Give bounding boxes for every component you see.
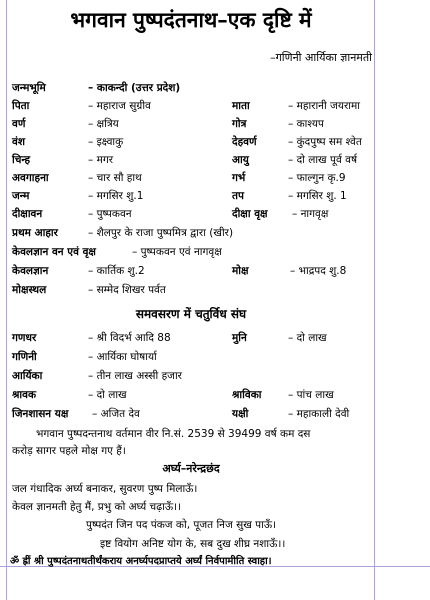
label-mata: माता	[232, 100, 250, 112]
value-tap: – मगसिर शु. 1	[288, 190, 347, 202]
label-shravika: श्राविका	[232, 389, 262, 401]
value-janmabhumi: – काकन्दी (उत्तर प्रदेश)	[88, 82, 181, 94]
label-dikshavan: दीक्षावन	[12, 208, 43, 220]
document-page	[10, 0, 372, 566]
value-janm: – मगसिर शु.1	[88, 190, 144, 202]
value-garbh: – फाल्गुन कृ.9	[288, 172, 346, 184]
value-shravak: – दो लाख	[88, 389, 127, 401]
label-avagahana: अवगाहना	[12, 172, 49, 184]
label-gotra: गोत्र	[232, 118, 247, 130]
value-diksha-vriksh: – नागवृक्ष	[292, 208, 329, 220]
value-gandhar: – श्री विदर्भ आदि 88	[88, 332, 171, 344]
value-pratham-aahar: – शैलपुर के राजा पुष्पमित्र द्वारा (खीर)	[88, 227, 234, 239]
author-line: –गणिनी आर्यिका ज्ञानमती	[270, 51, 372, 64]
verse-line: जल गंधादिक अर्घ्य बनाकर, सुवरण पुष्प मिलाऊँ।	[12, 483, 198, 495]
value-shravika: – पांच लाख	[288, 389, 334, 401]
value-avagahana: – चार सौ हाथ	[88, 172, 142, 184]
verse-line: केवल ज्ञानमती हेतु मैं, प्रभु को अर्घ्य चढ़ाऊँ।।	[12, 501, 182, 513]
label-moksh: मोक्ष	[232, 265, 249, 277]
label-yaksh: जिनशासन यक्ष	[12, 408, 69, 420]
moksha-paragraph-line1: भगवान पुष्पदन्तनाथ वर्तमान वीर नि.सं. 2539 से 39499 वर्ष कम दस	[36, 428, 311, 440]
label-kevalgyan: केवलज्ञान	[12, 265, 49, 277]
label-garbh: गर्भ	[232, 172, 246, 184]
label-vansh: वंश	[12, 136, 25, 148]
label-gandhar: गणधर	[12, 332, 37, 344]
label-ganini: गणिनी	[12, 351, 37, 363]
moksha-paragraph-line2: करोड़ सागर पहले मोक्ष गए हैं।	[12, 445, 126, 457]
verse-line: पुष्पदंत जिन पद पंकज को, पूजत निज सुख पाऊँ।	[86, 519, 277, 531]
value-mokshasthal: – सम्मेद शिखर पर्वत	[88, 284, 166, 296]
label-tap: तप	[232, 190, 244, 202]
label-mokshasthal: मोक्षस्थल	[12, 284, 47, 296]
page-title: भगवान पुष्पदंतनाथ–एक दृष्टि में	[70, 7, 312, 32]
label-muni: मुनि	[232, 332, 247, 344]
value-ganini: – आर्यिका घोषार्या	[88, 351, 157, 363]
label-pita: पिता	[12, 100, 30, 112]
label-dehvarna: देहवर्ण	[232, 136, 257, 148]
label-janmabhumi: जन्मभूमि	[12, 82, 46, 94]
label-kevalgyan-van: केवलज्ञान वन एवं वृक्ष	[12, 246, 96, 258]
label-shravak: श्रावक	[12, 389, 37, 401]
value-kevalgyan: – कार्तिक शु.2	[88, 265, 145, 277]
value-muni: – दो लाख	[288, 332, 327, 344]
value-mata: – महारानी जयरामा	[288, 100, 360, 112]
section-heading-samavasaran: समवसरण में चतुर्विध संघ	[135, 307, 247, 321]
margin-guide-left	[6, 0, 7, 600]
label-diksha-vriksh: दीक्षा वृक्ष	[232, 208, 268, 220]
label-aryika: आर्यिका	[12, 370, 43, 382]
label-yakshi: यक्षी	[232, 408, 249, 420]
mantra-line: ॐ ह्रीं श्री पुष्पदंतनाथतीर्थंकराय अनर्घ्यपदप्राप्तये अर्घ्यं निर्वपामीति स्वाहा।	[10, 556, 272, 567]
margin-guide-right	[374, 0, 375, 600]
value-moksh: – भाद्रपद शु.8	[290, 265, 347, 277]
value-dikshavan: – पुष्पकवन	[88, 208, 132, 220]
label-varna: वर्ण	[12, 118, 26, 130]
value-varna: – क्षत्रिय	[88, 118, 119, 130]
value-yaksh: – अजित देव	[92, 408, 140, 420]
value-aayu: – दो लाख पूर्व वर्ष	[288, 154, 358, 166]
arghya-heading: अर्घ्य–नरेन्द्रछंद	[162, 462, 220, 475]
label-aayu: आयु	[232, 154, 249, 166]
value-yakshi: – महाकाली देवी	[288, 408, 350, 420]
value-aryika: – तीन लाख अस्सी हजार	[88, 370, 182, 382]
value-pita: – महाराज सुग्रीव	[88, 100, 151, 112]
label-janm: जन्म	[12, 190, 30, 202]
label-pratham-aahar: प्रथम आहार	[12, 227, 58, 239]
value-kevalgyan-van: – पुष्पकवन एवं नागवृक्ष	[132, 246, 222, 258]
value-dehvarna: – कुंदपुष्प सम श्वेत	[288, 136, 362, 148]
value-chinh: – मगर	[88, 154, 114, 166]
label-chinh: चिन्ह	[12, 154, 31, 166]
verse-line: इष्ट वियोग अनिष्ट योग के, सब दुख शीघ्र नशाऊँ।।	[100, 538, 286, 550]
value-gotra: – काश्यप	[288, 118, 324, 130]
value-vansh: – इक्ष्वाकु	[88, 136, 124, 148]
